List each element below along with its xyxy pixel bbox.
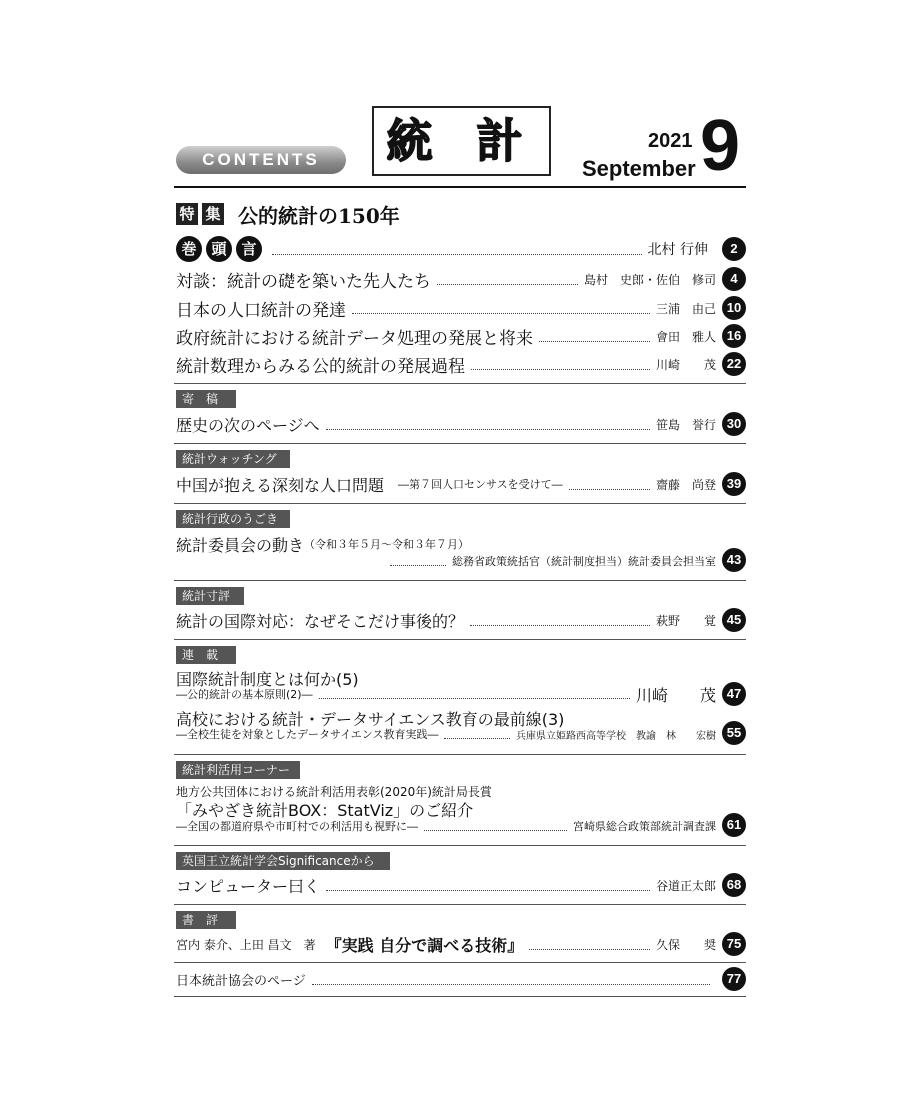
toc-entry-byline [390, 552, 716, 570]
section-divider [174, 383, 746, 384]
toc-entry-byline [176, 685, 716, 703]
section-divider [174, 443, 746, 444]
page-number: 30 [722, 412, 746, 436]
section-divider [174, 845, 746, 846]
section-divider [174, 904, 746, 905]
issue-year: 2021 [648, 130, 693, 152]
section-label: 統計ウォッチング [176, 450, 290, 468]
section-label: 書 評 [176, 911, 236, 929]
entry-title: 日本統計協会のページ [176, 973, 306, 989]
entry-subtitle: ―第７回人口センサスを受けて― [398, 478, 563, 491]
entry-author: 川崎 茂 [635, 685, 716, 705]
entry-author: 総務省政策統括官（統計制度担当）統計委員会担当室 [452, 555, 716, 568]
section-divider [174, 962, 746, 963]
entry-title: 統計の国際対応：なぜそこだけ事後的？ [176, 611, 465, 631]
page-number: 75 [722, 932, 746, 956]
section-label: 統計利活用コーナー [176, 761, 300, 779]
entry-author: 兵庫県立姫路西高等学校 教諭 林 宏樹 [516, 730, 716, 742]
entry-author: 久保 奨 [655, 937, 716, 952]
entry-author: 萩野 覚 [655, 613, 716, 628]
entry-title: 統計数理からみる公的統計の発展過程 [176, 356, 465, 377]
page-number: 45 [722, 608, 746, 632]
book-authors: 宮内 泰介、上田 昌文 著 [176, 937, 316, 952]
entry-title: 高校における統計・データサイエンス教育の最前線(3) [176, 709, 565, 729]
award-line: 地方公共団体における統計利活用表彰(2020年)統計局長賞 [176, 785, 492, 799]
page-number: 55 [722, 721, 746, 745]
section-divider [174, 503, 746, 504]
toc-entry[interactable] [176, 352, 716, 376]
entry-title: 対談：統計の礎を築いた先人たち [176, 271, 431, 292]
contents-label: CONTENTS [176, 146, 346, 174]
toc-entry-byline [176, 817, 716, 835]
page-number: 16 [722, 324, 746, 348]
feature-tag: 集 [202, 203, 224, 225]
entry-title: 政府統計における統計データ処理の発展と将来 [176, 328, 533, 349]
page-number: 22 [722, 352, 746, 376]
issue-month: September [582, 156, 696, 181]
section-label: 寄 稿 [176, 390, 236, 408]
section-label: 統計寸評 [176, 587, 244, 605]
entry-subtitle: （令和３年５月～令和３年７月） [304, 538, 470, 551]
leader-dots [529, 938, 650, 950]
entry-author: 島村 史郎・佐伯 修司 [583, 272, 716, 287]
page-number: 68 [722, 873, 746, 897]
page-number: 43 [722, 548, 746, 572]
section-divider [174, 639, 746, 640]
leader-dots [390, 556, 446, 566]
section-divider [174, 754, 746, 755]
opening-char: 頭 [206, 236, 232, 262]
feature-tag: 特 [176, 203, 198, 225]
leader-dots [326, 879, 650, 891]
entry-title: 『実践 自分で調べる技術』 [325, 935, 524, 955]
leader-dots [470, 614, 650, 626]
toc-entry[interactable] [176, 267, 716, 291]
section-label: 英国王立統計学会Significanceから [176, 852, 390, 870]
page-number: 39 [722, 472, 746, 496]
page-number: 2 [722, 237, 746, 261]
leader-dots [569, 478, 650, 490]
toc-entry[interactable] [176, 932, 716, 956]
entry-author: 笹島 誉行 [655, 417, 716, 432]
leader-dots [312, 973, 710, 985]
toc-entry[interactable] [176, 324, 716, 348]
opening-char: 巻 [176, 236, 202, 262]
toc-entry[interactable] [176, 967, 716, 991]
entry-author: 谷道正太郎 [655, 878, 716, 893]
entry-title: コンピューター曰く [176, 876, 321, 896]
toc-entry[interactable] [176, 472, 716, 496]
magazine-title: 統 計 [372, 106, 551, 176]
entry-author: 宮崎県総合政策部統計調査課 [573, 820, 716, 833]
opening-char: 言 [236, 236, 262, 262]
leader-dots [352, 302, 650, 314]
entry-title: 統計委員会の動き [176, 535, 305, 555]
issue-number: 9 [700, 106, 741, 186]
page-number: 61 [722, 813, 746, 837]
toc-entry[interactable] [176, 296, 716, 320]
toc-entry-opening[interactable] [268, 237, 708, 261]
entry-author: 川崎 茂 [655, 357, 716, 372]
page-number: 47 [722, 682, 746, 706]
page-number: 77 [722, 967, 746, 991]
feature-title: 公的統計の150年 [238, 204, 400, 228]
leader-dots [471, 358, 650, 370]
page-number: 4 [722, 267, 746, 291]
entry-subtitle: ―公的統計の基本原則(2)― [176, 688, 313, 701]
section-label: 統計行政のうごき [176, 510, 290, 528]
entry-title: 国際統計制度とは何か(5) [176, 669, 359, 689]
section-label: 連 載 [176, 646, 236, 664]
entry-title: 「みやざき統計BOX：StatViz」のご紹介 [176, 800, 474, 820]
entry-author: 會田 雅人 [655, 329, 716, 344]
leader-dots [424, 821, 567, 831]
toc-entry[interactable] [176, 608, 716, 632]
entry-subtitle: ―全校生徒を対象としたデータサイエンス教育実践― [176, 728, 439, 741]
section-divider [174, 580, 746, 581]
page-number: 10 [722, 296, 746, 320]
entry-title: 中国が抱える深刻な人口問題 [176, 475, 385, 495]
leader-dots [437, 273, 578, 285]
leader-dots [444, 729, 510, 739]
leader-dots [326, 418, 650, 430]
entry-author: 三浦 由己 [655, 301, 716, 316]
toc-entry-byline [176, 725, 716, 743]
entry-author: 齋藤 尚登 [655, 477, 716, 492]
entry-title: 歴史の次のページへ [176, 415, 320, 435]
toc-entry[interactable] [176, 412, 716, 436]
entry-title: 日本の人口統計の発達 [176, 300, 346, 321]
entry-author: 北村 行伸 [647, 242, 708, 258]
section-divider [174, 996, 746, 997]
leader-dots [272, 243, 642, 255]
entry-subtitle: ―全国の都道府県や市町村での利活用も視野に― [176, 820, 418, 833]
leader-dots [539, 330, 650, 342]
header-rule [174, 186, 746, 188]
leader-dots [319, 689, 630, 699]
toc-entry[interactable] [176, 873, 716, 897]
